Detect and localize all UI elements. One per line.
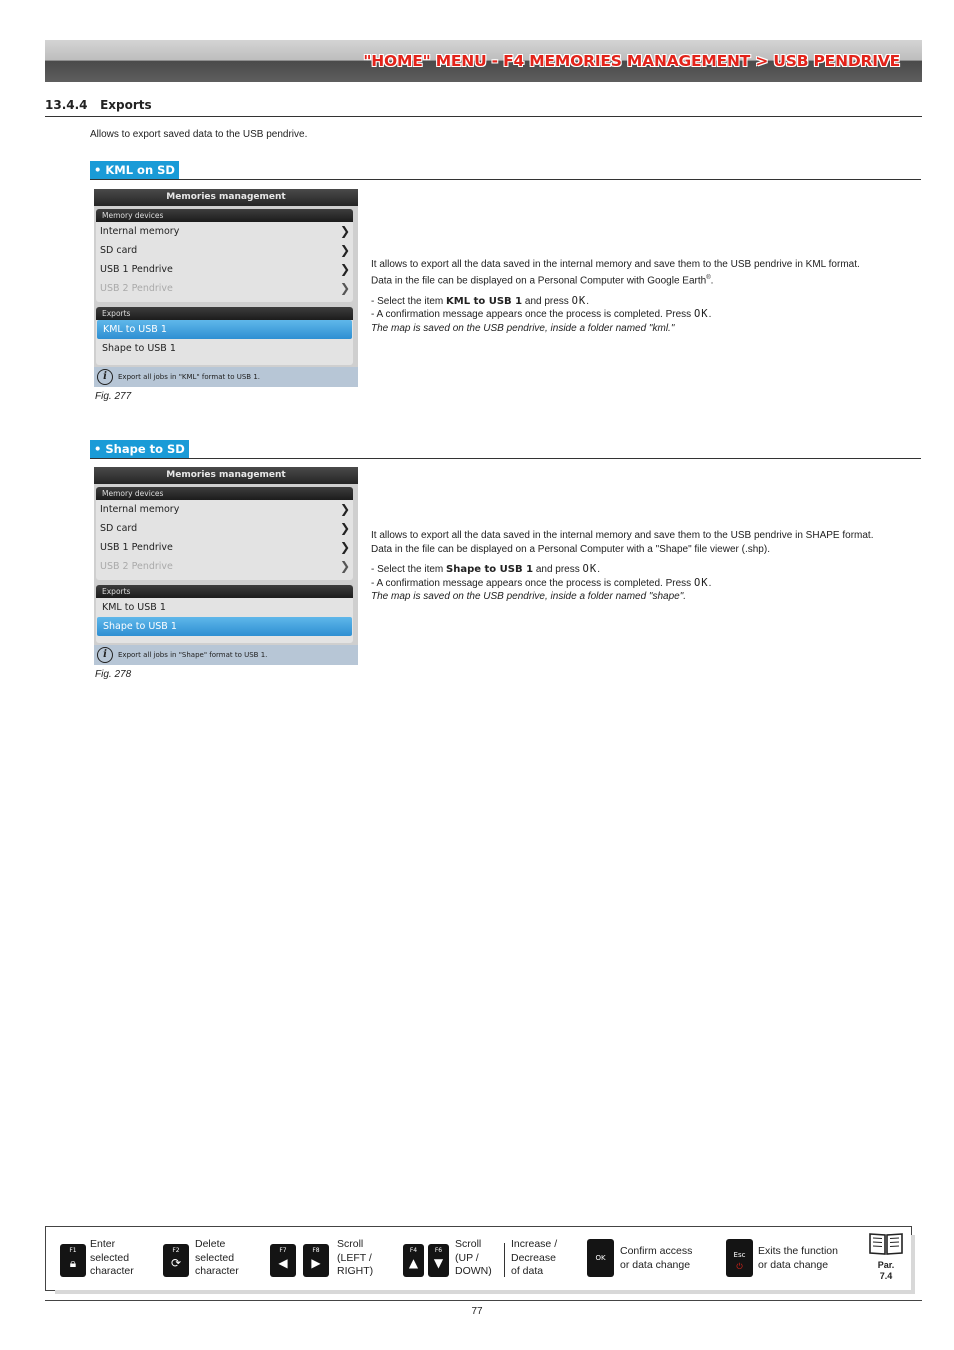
chevron-right-icon: ❯ [339,521,350,535]
exports-group [96,585,353,643]
device-label: USB 2 Pendrive [100,283,173,294]
desc-line: It allows to export all the data saved in the internal memory and save them to the USB pendrive in KML format. [371,259,860,270]
memory-devices-group [96,209,353,302]
arrow-down-icon: ▼ [433,1256,444,1270]
scroll-lr-description: Scroll (LEFT / RIGHT) [337,1238,374,1277]
arrow-left-icon: ◀ [278,1256,288,1270]
chevron-right-icon: ❯ [339,262,350,276]
ok-key-glyph: OK [693,308,709,321]
step-1: - Select the item KML to USB 1 and press OK. [371,294,590,307]
page-title: "HOME" MENU - F4 MEMORIES MANAGEMENT > USB PENDRIVE [363,52,900,70]
note-text: The map is saved on the USB pendrive, inside a folder named "kml." [371,322,675,334]
device-sd-card[interactable] [96,519,353,538]
f1-key [60,1244,86,1277]
arrow-up-icon: ▲ [408,1256,419,1270]
shape-heading-tag: • Shape to SD [90,440,189,458]
lock-icon: 🔒︎ [69,1256,77,1270]
step-1: - Select the item Shape to USB 1 and press OK. [371,563,600,576]
device-label: Internal memory [100,504,180,515]
arrow-right-icon: ▶ [311,1256,321,1270]
figure-caption: Fig. 277 [95,391,132,402]
f6-key [428,1244,449,1277]
ok-key [587,1239,614,1277]
memory-devices-label: Memory devices [96,209,353,222]
screen-title-bar: Memories management [94,467,358,484]
info-text: Export all jobs in "KML" format to USB 1. [118,373,260,381]
desc-end: . [710,274,714,286]
step-2: - A confirmation message appears once the process is completed. Press OK. [371,308,712,321]
device-label: USB 1 Pendrive [100,542,173,553]
note [371,322,921,336]
memory-devices-label: Memory devices [96,487,353,500]
memory-devices-group [96,487,353,580]
exports-label: Exports [96,585,353,598]
power-icon: ⏻ [736,1262,743,1271]
device-usb1-pendrive[interactable] [96,538,353,557]
device-internal-memory[interactable] [96,500,353,519]
step-text: - Select the item [371,295,447,307]
key-label: F4 [409,1247,418,1254]
export-shape-to-usb1[interactable]: Shape to USB 1 [102,343,176,354]
chevron-right-icon: ❯ [339,281,350,295]
key-label: OK [595,1254,606,1262]
shape-heading [90,440,921,459]
note [371,590,921,604]
device-label: USB 2 Pendrive [100,561,173,572]
info-bar [94,645,358,665]
kml-heading [90,161,921,180]
chevron-right-icon: ❯ [339,224,350,238]
intro-text: Allows to export saved data to the USB pendrive. [90,129,308,140]
key-label: F1 [69,1247,77,1254]
ok-key-glyph: OK [582,563,598,576]
kml-heading-tag: • KML on SD [90,161,179,179]
kml-description [371,258,921,335]
desc-text: Data in the file can be displayed on a Personal Computer with Google Earth [371,274,707,286]
ok-key-glyph: OK [693,576,709,589]
section-number: 13.4.4 [45,98,88,112]
f1-description: Enter selected character [90,1238,134,1277]
chevron-right-icon: ❯ [339,243,350,257]
figure-caption: Fig. 278 [95,669,132,680]
ok-key-glyph: OK [571,294,587,307]
key-label: F6 [434,1247,443,1254]
info-text: Export all jobs in "Shape" format to USB 1. [118,651,268,659]
device-label: USB 1 Pendrive [100,264,173,275]
chevron-right-icon: ❯ [339,540,350,554]
f2-description: Delete selected character [195,1238,239,1277]
step-text: - A confirmation message appears once the process is completed. Press [371,309,694,321]
step-text: - A confirmation message appears once the process is completed. Press [371,577,694,589]
esc-description: Exits the function or data change [758,1245,838,1271]
export-kml-to-usb1[interactable]: KML to USB 1 [102,602,166,613]
step-text: - Select the item [371,564,447,576]
f4-key [403,1244,424,1277]
screen-title-bar: Memories management [94,189,358,206]
f7-key [270,1244,296,1277]
manual-book-icon [869,1232,903,1256]
registered-mark: ® [706,274,711,281]
note-text: The map is saved on the USB pendrive, inside a folder named "shape". [371,591,687,603]
device-label: SD card [100,523,138,534]
key-label: Esc [733,1251,746,1259]
device-label: SD card [100,245,138,256]
device-internal-memory[interactable] [96,222,353,241]
chevron-right-icon: ❯ [339,502,350,516]
shape-description [371,529,921,604]
key-label: F7 [279,1247,287,1254]
f8-key [303,1244,329,1277]
page-number: 77 [471,1306,483,1317]
device-sd-card[interactable] [96,241,353,260]
info-icon: i [97,647,113,663]
exports-group [96,307,353,365]
menu-item-name: Shape to USB 1 [446,564,534,576]
section-name: Exports [100,98,152,112]
step-text: and press [522,295,572,307]
step-2: - A confirmation message appears once the process is completed. Press OK. [371,576,712,589]
section-title [45,98,922,117]
desc-line: It allows to export all the data saved in the internal memory and save them to the USB pendrive in SHAPE format. [371,530,874,541]
device-usb2-pendrive [96,557,353,576]
key-legend [45,1226,912,1291]
scroll-ud-description: Scroll (UP / DOWN) [455,1238,492,1277]
shape-screen [94,467,358,665]
key-label: F2 [172,1247,180,1254]
step-text: and press [533,564,583,576]
info-icon: i [97,369,113,385]
device-label: Internal memory [100,226,180,237]
desc-line [371,272,921,288]
incdec-description: Increase / Decrease of data [511,1238,558,1277]
kml-screen [94,189,358,387]
refresh-icon: ⟳ [170,1256,182,1270]
info-bar [94,367,358,387]
ok-description: Confirm access or data change [620,1245,693,1271]
page-header [45,40,922,82]
f2-key [163,1244,189,1277]
esc-key [726,1239,753,1277]
exports-label: Exports [96,307,353,320]
menu-item-name: KML to USB 1 [446,295,523,307]
device-usb2-pendrive [96,279,353,298]
chevron-right-icon: ❯ [339,559,350,573]
paragraph-reference: Par. 7.4 [877,1260,895,1281]
key-label: F8 [312,1247,320,1254]
device-usb1-pendrive[interactable] [96,260,353,279]
export-kml-to-usb1[interactable]: KML to USB 1 [97,320,352,339]
export-shape-to-usb1[interactable]: Shape to USB 1 [97,617,352,636]
desc-line: Data in the file can be displayed on a Personal Computer with a "Shape" file viewer (.shp). [371,543,770,555]
